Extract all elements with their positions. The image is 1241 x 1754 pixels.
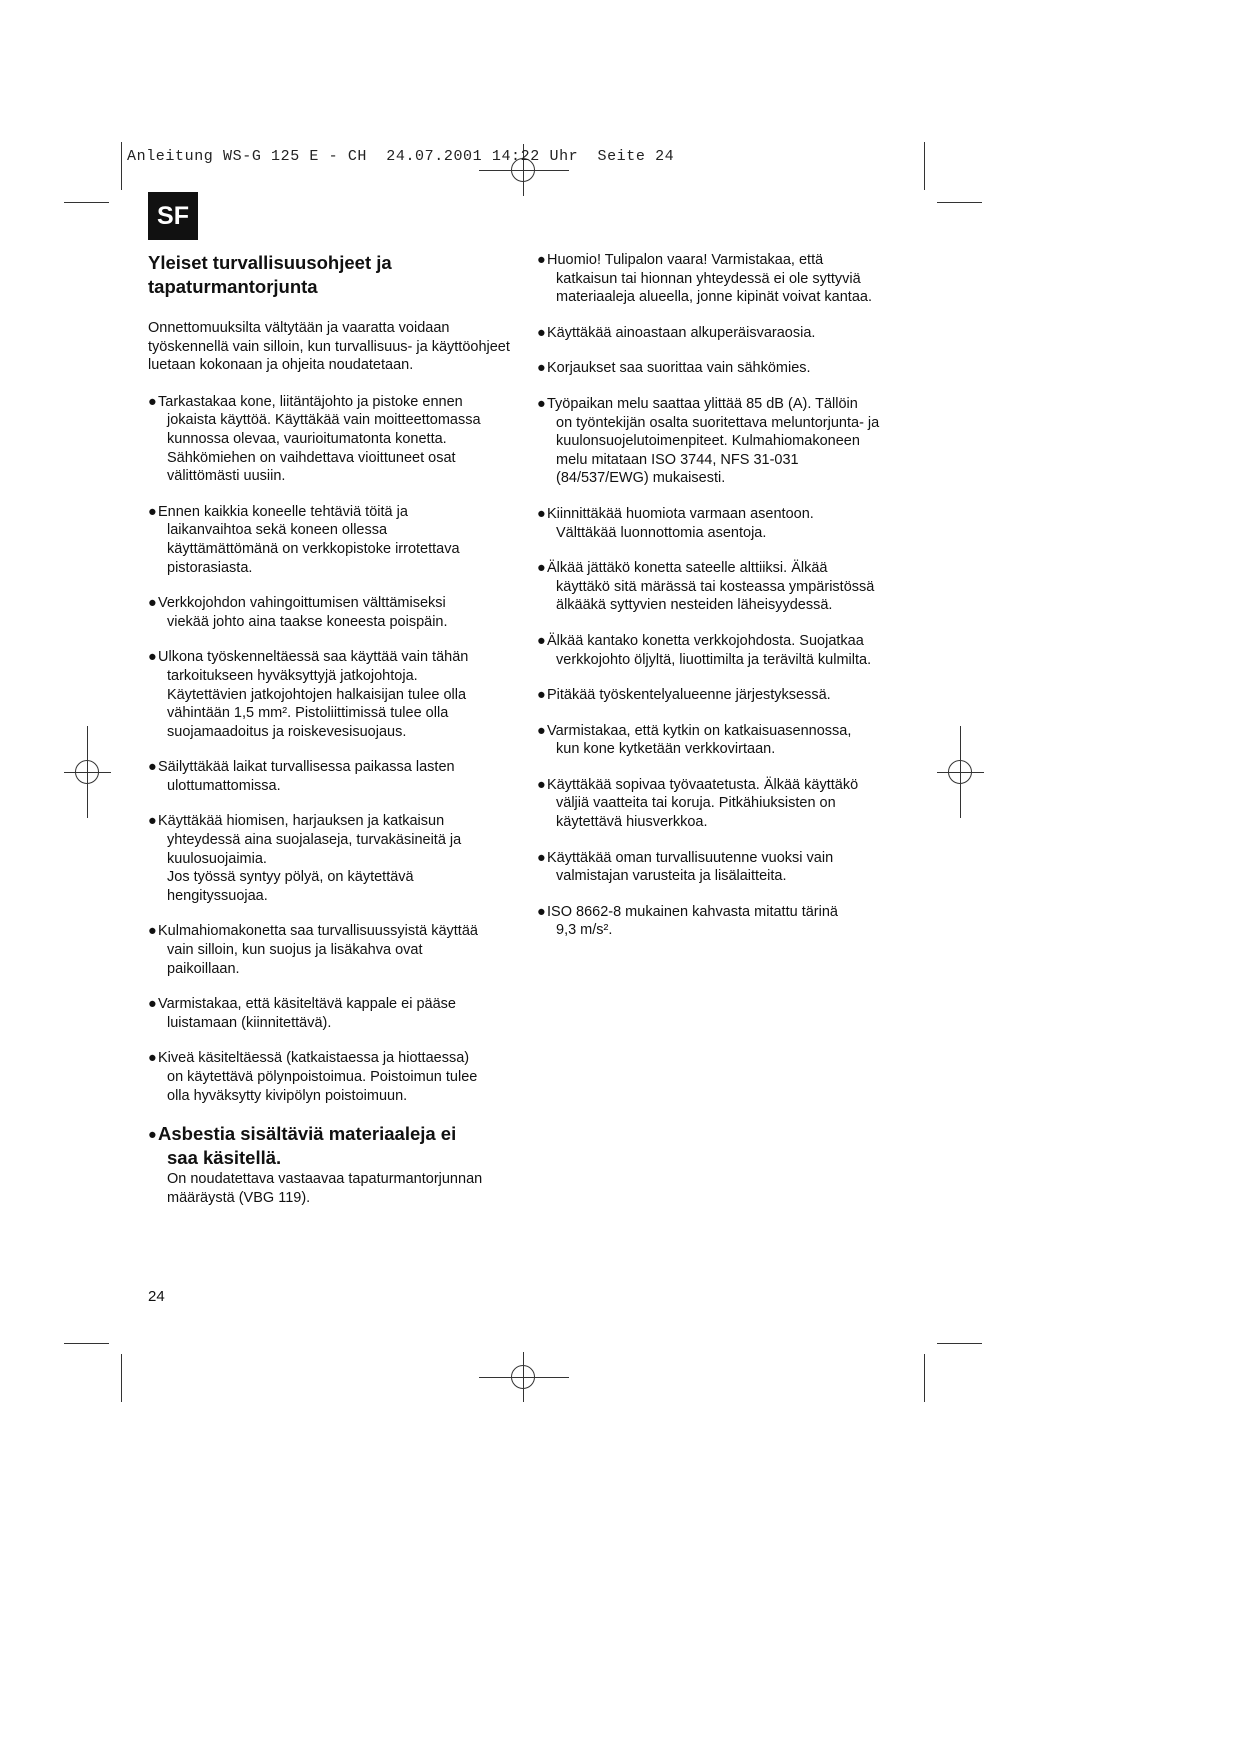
section-title: Yleiset turvallisuusohjeet ja tapaturmantorjunta: [148, 252, 392, 297]
list-item: ● Tarkastakaa kone, liitäntäjohto ja pistoke ennen jokaista käyttöä. Käyttäkää vain moitteettomassa kunnossa olevaa, vaurioitumatonta konetta. Sähkömiehen on vaihdettava vioittuneet osat välittömästi uusiin.: [148, 393, 481, 485]
intro-paragraph: Onnettomuuksilta vältytään ja vaaratta voidaan työskennellä vain silloin, kun turvallisuus- ja käyttöohjeet luetaan kokonaan ja ohjeita noudatetaan.: [148, 320, 510, 374]
list-item: ● Pitäkää työskentelyalueenne järjestyksessä.: [537, 687, 831, 704]
bullet-icon: ●: [148, 1127, 157, 1144]
bullet-icon: ●: [537, 849, 546, 866]
crop-mark-top-left-horizontal: [64, 202, 109, 203]
bullet-icon: ●: [537, 395, 546, 412]
list-item: ● Huomio! Tulipalon vaara! Varmistakaa, että katkaisun tai hionnan yhteydessä ei ole syttyviä materiaaleja alueella, jonne kipinät voivat kantaa.: [537, 252, 872, 306]
asbestos-warning-title: Asbestia sisältäviä materiaaleja ei saa käsitellä.: [158, 1123, 457, 1169]
page-number: 24: [148, 1288, 165, 1305]
list-item: ● Työpaikan melu saattaa ylittää 85 dB (A). Tällöin on työntekijän osalta suoritettava meluntorjunta- ja kuulonsuojelutoimenpiteet. Kulmahiomakoneen melu mitataan ISO 3744, NFS 31-031 (84/537/EWG) mukaisesti.: [537, 395, 880, 487]
list-item: ● Kiveä käsiteltäessä (katkaistaessa ja hiottaessa) on käytettävä pölynpoistoimua. Poistoimun tulee olla hyväksytty kivipölyn poistoimuun.: [148, 1050, 478, 1104]
registration-mark-top-horizontal: [479, 170, 569, 171]
bullet-icon: ●: [537, 903, 546, 920]
bullet-icon: ●: [148, 649, 157, 666]
bullet-icon: ●: [537, 324, 546, 341]
bullet-icon: ●: [148, 759, 157, 776]
list-item: ● Verkkojohdon vahingoittumisen välttämiseksi viekää johto aina taakse koneesta poispäin.: [148, 595, 448, 630]
asbestos-warning: [148, 1122, 518, 1207]
asbestos-warning-text: On noudatettava vastaavaa tapaturmantorjunnan määräystä (VBG 119).: [167, 1171, 483, 1206]
language-badge: SF: [148, 192, 198, 240]
list-item: ● Ennen kaikkia koneelle tehtäviä töitä ja laikanvaihtoa sekä koneen ollessa käyttämättömänä on verkkopistoke irrotettava pistorasiasta.: [148, 503, 460, 576]
bullet-icon: ●: [537, 505, 546, 522]
bullet-icon: ●: [148, 1050, 157, 1067]
bullet-icon: ●: [148, 503, 157, 520]
bullet-icon: ●: [148, 393, 157, 410]
bullet-icon: ●: [537, 722, 546, 739]
bullet-icon: ●: [537, 252, 546, 268]
list-item: ● Käyttäkää sopivaa työvaatetusta. Älkää käyttäkö väljiä vaatteita tai koruja. Pitkähiuksisten on käytettävä hiusverkkoa.: [537, 776, 859, 831]
right-column: [537, 251, 907, 957]
registration-mark-bottom-horizontal: [479, 1377, 569, 1378]
list-item: ● Käyttäkää ainoastaan alkuperäisvaraosia.: [537, 324, 816, 341]
bullet-icon: ●: [148, 595, 157, 612]
list-item: ● Käyttäkää oman turvallisuutenne vuoksi vain valmistajan varusteita ja lisälaitteita.: [537, 849, 834, 885]
bullet-icon: ●: [537, 360, 546, 377]
bullet-icon: ●: [537, 776, 546, 793]
crop-mark-top-right-vertical: [924, 142, 925, 190]
left-column: [148, 251, 518, 1207]
registration-mark-left-horizontal: [64, 772, 111, 773]
list-item: ● Kulmahiomakonetta saa turvallisuussyistä käyttää vain silloin, kun suojus ja lisäkahva ovat paikoillaan.: [148, 923, 478, 977]
bullet-icon: ●: [537, 632, 546, 649]
list-item: ● Varmistakaa, että käsiteltävä kappale ei pääse luistamaan (kiinnitettävä).: [148, 996, 456, 1031]
crop-mark-top-right-horizontal: [937, 202, 982, 203]
bullet-icon: ●: [148, 813, 157, 830]
list-item: ● Kiinnittäkää huomiota varmaan asentoon. Välttäkää luonnottomia asentoja.: [537, 505, 814, 541]
registration-mark-right-horizontal: [937, 772, 984, 773]
list-item: ● Varmistakaa, että kytkin on katkaisuasennossa, kun kone kytketään verkkovirtaan.: [537, 722, 852, 758]
crop-mark-bottom-right-vertical: [924, 1354, 925, 1402]
crop-mark-bottom-right-horizontal: [937, 1343, 982, 1344]
list-item: ● Käyttäkää hiomisen, harjauksen ja katkaisun yhteydessä aina suojalaseja, turvakäsineitä ja kuulosuojaimia. Jos työssä syntyy pölyä, on käytettävä hengityssuojaa.: [148, 813, 462, 904]
bullet-icon: ●: [148, 923, 157, 940]
list-item: ● Ulkona työskenneltäessä saa käyttää vain tähän tarkoitukseen hyväksyttyjä jatkojohtoja. Käytettävien jatkojohtojen halkaisijan tulee olla vähintään 1,5 mm². Pistoliittimissä tulee olla suojamaadoitus ja roiskevesisuojaus.: [148, 649, 469, 740]
bullet-icon: ●: [537, 560, 546, 577]
list-item: ● Säilyttäkää laikat turvallisessa paikassa lasten ulottumattomissa.: [148, 759, 455, 794]
crop-mark-bottom-left-vertical: [121, 1354, 122, 1402]
list-item: ● ISO 8662-8 mukainen kahvasta mitattu tärinä 9,3 m/s².: [537, 903, 838, 939]
crop-mark-bottom-left-horizontal: [64, 1343, 109, 1344]
bullet-icon: ●: [537, 687, 546, 704]
list-item: ● Korjaukset saa suorittaa vain sähkömies.: [537, 360, 811, 377]
list-item: ● Älkää jättäkö konetta sateelle alttiiksi. Älkää käyttäkö sitä märässä tai kosteassa ympäristössä älkääkä syttyvien nesteiden läheisyydessä.: [537, 560, 875, 614]
list-item: ● Älkää kantako konetta verkkojohdosta. Suojatkaa verkkojohto öljyltä, liuottimilta ja teräviltä kulmilta.: [537, 632, 872, 668]
bullet-icon: ●: [148, 996, 157, 1013]
crop-mark-top-left-vertical: [121, 142, 122, 190]
print-header: Anleitung WS-G 125 E - CH 24.07.2001 14:22 Uhr Seite 24: [127, 148, 675, 165]
